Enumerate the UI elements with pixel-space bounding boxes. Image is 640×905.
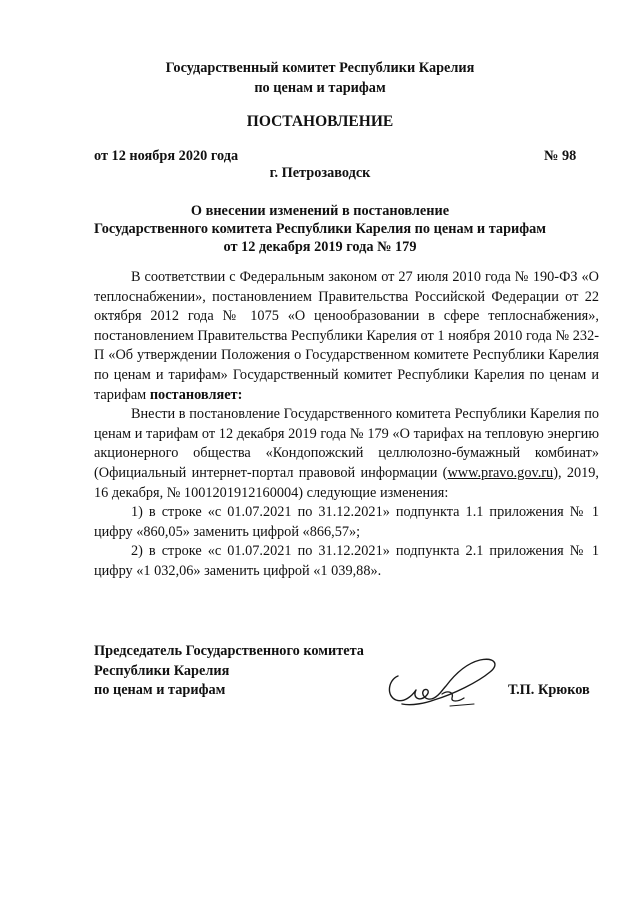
amendment-text-start: Внести в постановление Государственного комитета Республики Карелия по ценам и тарифам от 12 декабря 2019 года № 179 «О тарифах на тепловую энергию акционерного общества «Кондопожский целлюлозно-бумажный комбинат» (Официальный интернет-портал правовой информации ( bbox=[94, 406, 599, 481]
amendment-text-end: ), 2019, 16 декабря, № 1001201912160004) следующие изменения: bbox=[94, 464, 599, 501]
signatory-position bbox=[94, 642, 364, 701]
signatory-name: Т.П. Крюков bbox=[508, 682, 590, 698]
org-name-line2: по ценам и тарифам bbox=[254, 80, 386, 96]
decree-colon: : bbox=[237, 386, 243, 403]
doc-type-heading: ПОСТАНОВЛЕНИЕ bbox=[246, 113, 394, 130]
handwritten-signature bbox=[382, 646, 504, 712]
org-name-line1: Государственный комитет Республики Карелия bbox=[165, 60, 475, 76]
amendment-paragraph bbox=[94, 405, 599, 503]
doc-city: г. Петрозаводск bbox=[269, 165, 371, 181]
signatory-position-line3: по ценам и тарифам bbox=[94, 682, 226, 698]
pravo-link[interactable]: www.pravo.gov.ru bbox=[447, 464, 554, 481]
doc-title-line2: Государственного комитета Республики Карелия по ценам и тарифам bbox=[93, 221, 547, 237]
preamble-paragraph bbox=[94, 268, 599, 405]
signatory-position-line1: Председатель Государственного комитета bbox=[94, 643, 364, 659]
amendment-item-1: 1) в строке «с 01.07.2021 по 31.12.2021» подпункта 1.1 приложения № 1 цифру «860,05» заменить цифрой «866,57»; bbox=[94, 504, 599, 540]
amendment-item-2: 2) в строке «с 01.07.2021 по 31.12.2021» подпункта 2.1 приложения № 1 цифру «1 032,06» заменить цифрой «1 039,88». bbox=[94, 543, 599, 579]
decree-word: постановляет bbox=[149, 386, 238, 403]
doc-number: № 98 bbox=[544, 148, 577, 164]
document-body bbox=[94, 268, 599, 582]
doc-title-line1: О внесении изменений в постановление bbox=[190, 203, 450, 219]
doc-title-line3: от 12 декабря 2019 года № 179 bbox=[223, 239, 417, 255]
doc-date: от 12 ноября 2020 года bbox=[94, 148, 239, 164]
preamble-text: В соответствии с Федеральным законом от 27 июля 2010 года № 190-ФЗ «О теплоснабжении», постановлением Правительства Российской Федерации от 22 октября 2012 года № 1075 «О ценообразовании в сфере теплоснабжения», постановлением Правительства Республики Карелия от 1 ноября 2010 года № 232-П «Об утверждении Положения о Государственном комитете Республики Карелия по ценам и тарифам» Государственный комитет Республики Карелия по ценам и тарифам bbox=[94, 269, 599, 403]
signatory-position-line2: Республики Карелия bbox=[94, 662, 230, 679]
